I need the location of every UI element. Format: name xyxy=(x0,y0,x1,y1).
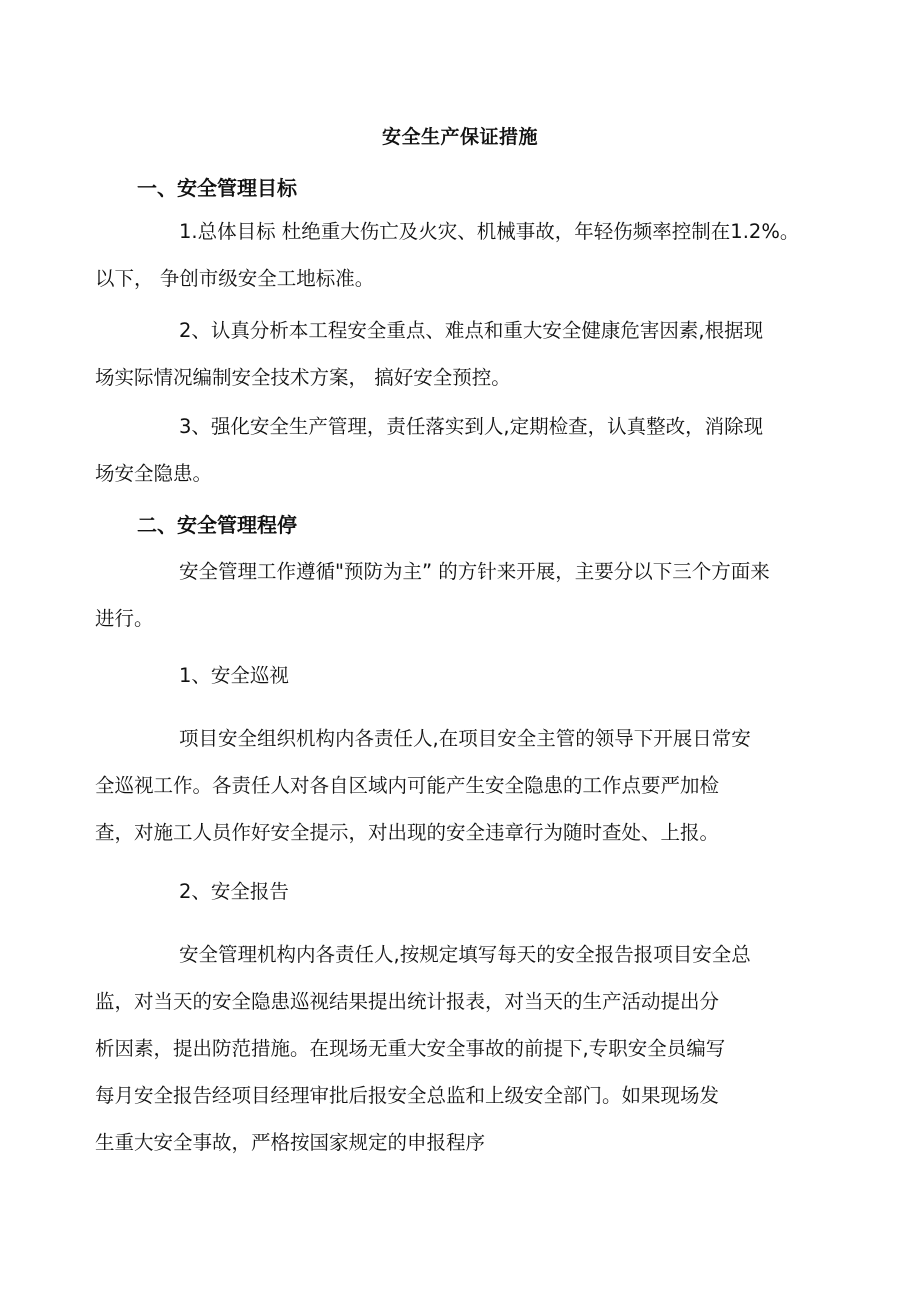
paragraph-line: 3、强化安全生产管理，责任落实到人,定期检查，认真整改，消除现 xyxy=(179,415,764,438)
paragraph-line: 项目安全组织机构内各责任人,在项目安全主管的领导下开展日常安 xyxy=(179,727,751,750)
paragraph-line: 安全管理工作遵循"预防为主” 的方针来开展，主要分以下三个方面来 xyxy=(179,560,770,583)
section-1-item-3 xyxy=(95,403,797,497)
paragraph-line: 场实际情况编制安全技术方案， 搞好安全预控。 xyxy=(95,366,511,389)
paragraph-line: 生重大安全事故，严格按国家规定的申报程序 xyxy=(95,1131,486,1154)
subsection-2-body xyxy=(95,931,797,1166)
paragraph-line: 1.总体目标 杜绝重大伤亡及火灾、机械事故，年轻伤频率控制在1.2%。 xyxy=(179,220,800,243)
paragraph-line: 每月安全报告经项目经理审批后报安全总监和上级安全部门。如果现场发 xyxy=(95,1084,720,1107)
paragraph-line: 2、认真分析本工程安全重点、难点和重大安全健康危害因素,根据现 xyxy=(179,319,764,342)
section-1-item-1 xyxy=(95,208,800,302)
subsection-2-heading: 2、安全报告 xyxy=(179,880,289,903)
document-title: 安全生产保证措施 xyxy=(381,126,538,148)
paragraph-line: 场安全隐患。 xyxy=(95,462,213,485)
section-2-intro xyxy=(95,548,797,642)
paragraph-line: 进行。 xyxy=(95,607,154,630)
section-1-heading: 一、安全管理目标 xyxy=(137,176,297,200)
paragraph-line: 监，对当天的安全隐患巡视结果提出统计报表，对当天的生产活动提出分 xyxy=(95,990,720,1013)
section-1-item-2 xyxy=(95,307,797,401)
subsection-1-heading: 1、安全巡视 xyxy=(179,664,289,687)
paragraph-line: 析因素，提出防范措施。在现场无重大安全事故的前提下,专职安全员编写 xyxy=(95,1037,726,1060)
section-2-heading: 二、安全管理程停 xyxy=(137,513,297,537)
subsection-1-body xyxy=(95,715,797,856)
paragraph-line: 以下， 争创市级安全工地标准。 xyxy=(95,267,375,290)
paragraph-line: 安全管理机构内各责任人,按规定填写每天的安全报告报项目安全总 xyxy=(179,943,751,966)
paragraph-line: 查，对施工人员作好安全提示，对出现的安全违章行为随时查处、上报。 xyxy=(95,821,720,844)
paragraph-line: 全巡视工作。各责任人对各自区域内可能产生安全隐患的工作点要严加检 xyxy=(95,774,720,797)
